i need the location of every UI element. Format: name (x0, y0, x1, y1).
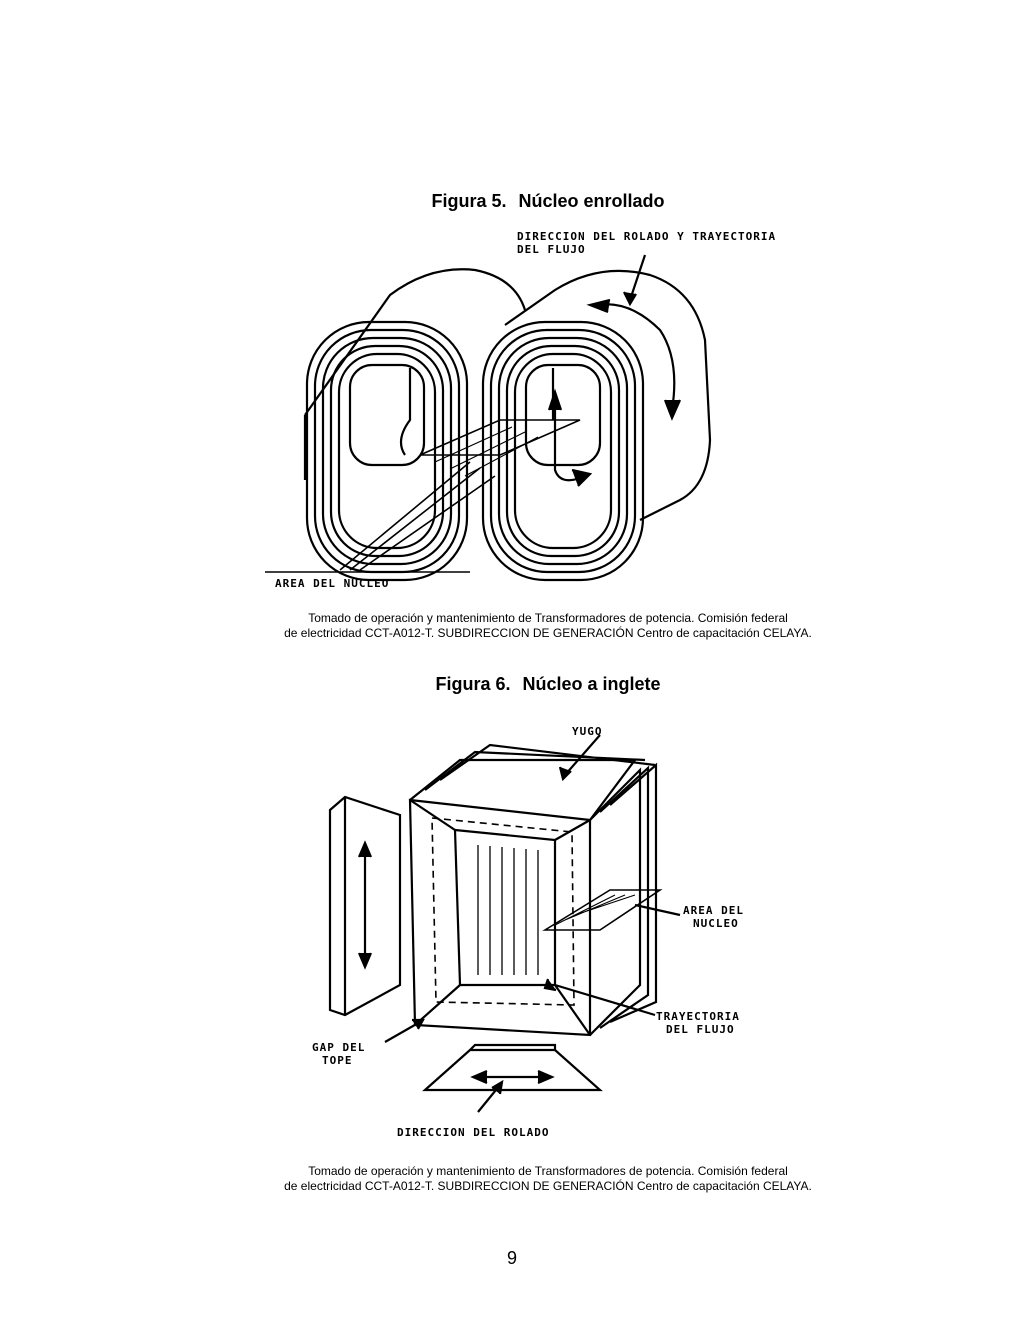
butt-gap-label: GAP DEL TOPE (312, 1041, 366, 1067)
figure6-caption: Tomado de operación y mantenimiento de Transformadores de potencia. Comisión federal de electricidad CCT-A012-T. SUBDIRECCION DE GENERACIÓN Centro de capacitación CELAYA. (284, 1164, 812, 1193)
rolling-direction-label-fig6: DIRECCION DEL ROLADO (397, 1126, 550, 1139)
rolling-direction-label: DIRECCION DEL ROLADO Y TRAYECTORIA DEL FLUJO (517, 230, 777, 256)
page-number: 9 (506, 1248, 517, 1268)
flux-path-label: TRAYECTORIA DEL FLUJO (656, 1010, 740, 1036)
core-area-label-fig6: AREA DEL NUCLEO (683, 904, 744, 930)
yoke-label: YUGO (572, 725, 603, 738)
figure6-number: Figura 6. (435, 674, 511, 694)
figure6-title-text: Núcleo a inglete (522, 674, 661, 694)
figure5-title-text: Núcleo enrollado (518, 191, 665, 211)
core-area-label: AREA DEL NUCLEO (275, 577, 390, 590)
figure5-caption: Tomado de operación y mantenimiento de Transformadores de potencia. Comisión federal de electricidad CCT-A012-T. SUBDIRECCION DE GENERACIÓN Centro de capacitación CELAYA. (284, 611, 812, 640)
figure5-number: Figura 5. (431, 191, 507, 211)
